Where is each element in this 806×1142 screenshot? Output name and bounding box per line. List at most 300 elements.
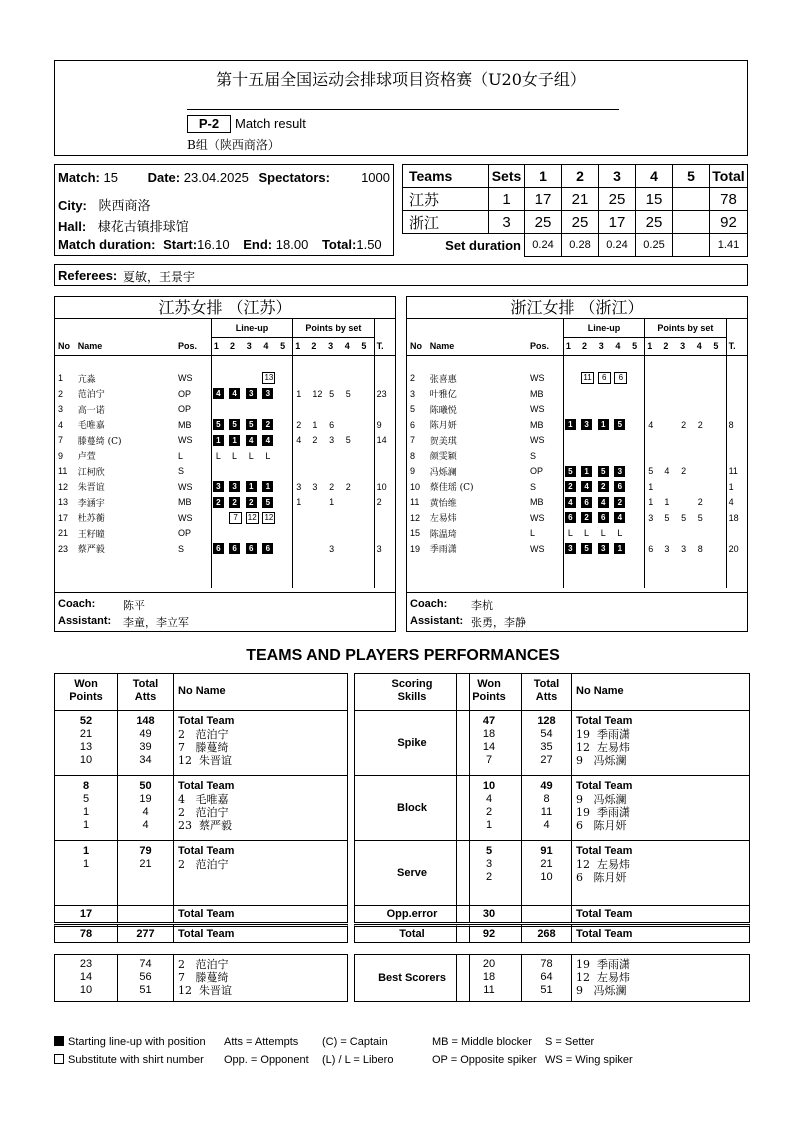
- set-points: 3: [648, 512, 654, 523]
- perf-value: 10: [540, 871, 553, 883]
- player-pos: L: [178, 448, 211, 464]
- lineup-cell: [261, 448, 278, 464]
- player-pos: S: [178, 541, 211, 557]
- perf-value: 52: [79, 715, 93, 727]
- perf-value: Total Team: [576, 780, 633, 792]
- opp-right-name: Total Team: [571, 905, 750, 923]
- player-total: 14: [376, 435, 387, 446]
- perf-value: 11: [540, 806, 553, 818]
- lineup-cell: [580, 526, 597, 542]
- set-points: [343, 402, 360, 418]
- player-pos: WS: [178, 433, 211, 449]
- lineup-cell: [613, 386, 630, 402]
- player-row: [55, 433, 395, 449]
- lineup-cell: [261, 386, 278, 402]
- lineup-cell: [245, 479, 262, 495]
- lineup-cell: [630, 371, 645, 387]
- perf-value: 2: [485, 806, 493, 818]
- set-points: 3: [329, 543, 335, 554]
- right-assistant-names: 张勇，李静: [471, 616, 526, 629]
- set-points: [661, 417, 678, 433]
- total-header: Total: [710, 165, 748, 188]
- libero-marker: L: [600, 528, 606, 539]
- left-lu3-header: 3: [246, 341, 252, 351]
- perf-value: [55, 884, 117, 897]
- set-points: [711, 448, 726, 464]
- lineup-cell: [211, 526, 228, 542]
- right-won-cell: [456, 840, 522, 906]
- start-position-marker: 2: [598, 481, 609, 492]
- right-points-header: Points by set: [645, 319, 726, 337]
- spectators-value: 1000: [361, 170, 390, 185]
- set-points: [359, 402, 374, 418]
- libero-marker: L: [248, 450, 254, 461]
- set-points: [359, 479, 374, 495]
- set-points: [293, 371, 310, 387]
- lineup-cell: [613, 541, 630, 557]
- left-assistant-names: 李童，李立军: [123, 616, 189, 629]
- left-team-title: 江苏女排 （江苏）: [55, 297, 395, 319]
- dur-s4: 0.25: [636, 234, 673, 257]
- libero-marker: L: [265, 450, 271, 461]
- perf-value: 39: [139, 741, 152, 753]
- left-coach-label: Coach:: [58, 598, 96, 610]
- set-points: [359, 526, 374, 542]
- player-row: [55, 479, 395, 495]
- set-points: [343, 464, 360, 480]
- start-position-marker: 4: [598, 497, 609, 508]
- left-p1-header: 1: [295, 341, 301, 351]
- match-label: Match:: [58, 170, 100, 185]
- set-points: [326, 402, 343, 418]
- start-label: Start:: [163, 237, 198, 252]
- lineup-cell: [228, 448, 245, 464]
- right-lu5-header: 5: [630, 337, 645, 355]
- start-position-marker: 3: [581, 419, 592, 430]
- set-points: [695, 479, 712, 495]
- player-name: 陈月妍: [429, 421, 457, 432]
- lineup-cell: [211, 495, 228, 511]
- lineup-cell: [211, 464, 228, 480]
- right-coach-label: Coach:: [410, 598, 448, 610]
- player-no: 21: [58, 528, 69, 539]
- legend-l8: OP = Opposite spiker: [432, 1054, 537, 1066]
- perf-value: [572, 884, 749, 897]
- lineup-cell: [211, 402, 228, 418]
- set-points: [678, 386, 695, 402]
- opp-right-atts: [521, 905, 572, 923]
- set-points: [695, 433, 712, 449]
- lineup-cell: [245, 464, 262, 480]
- player-total: [374, 510, 395, 526]
- set-points: [309, 526, 326, 542]
- lineup-cell: [597, 479, 614, 495]
- lineup-cell: [563, 417, 580, 433]
- lineup-cell: [278, 541, 293, 557]
- player-row: [407, 402, 747, 418]
- lineup-cell: [245, 371, 262, 387]
- set-points: [711, 386, 726, 402]
- player-total: 10: [376, 481, 387, 492]
- right-column-headers: [407, 337, 747, 355]
- perf-value: Total Team: [178, 845, 235, 857]
- start-value: 16.10: [197, 237, 230, 252]
- set-points: [359, 371, 374, 387]
- player-row: [55, 541, 395, 557]
- left-names-cell: [173, 710, 348, 776]
- set-points: 5: [345, 388, 351, 399]
- team2-sets: 3: [489, 211, 525, 234]
- dur-s1: 0.24: [525, 234, 562, 257]
- player-name: 季雨潇: [429, 545, 457, 556]
- right-lu1-header: 1: [565, 341, 571, 351]
- perf-value: 4: [485, 793, 493, 805]
- player-no: 11: [58, 466, 68, 477]
- start-position-marker: 3: [614, 466, 625, 477]
- set-points: [711, 402, 726, 418]
- set-points: [711, 541, 726, 557]
- set-points: [678, 495, 695, 511]
- left-atts-header: Total Atts: [117, 673, 174, 711]
- set-points: 4: [296, 435, 302, 446]
- lineup-cell: [278, 510, 293, 526]
- lineup-cell: [613, 417, 630, 433]
- player-name: 朱晋谊: [77, 483, 105, 494]
- best-value: 11: [483, 984, 495, 996]
- player-name: 滕蔓绮 (C): [77, 436, 122, 447]
- libero-marker: L: [232, 450, 238, 461]
- right-p4-header: 4: [696, 341, 702, 351]
- lineup-cell: [228, 510, 245, 526]
- right-t-header: T.: [728, 340, 736, 351]
- perf-value: 27: [540, 754, 553, 766]
- set-points: 3: [681, 543, 687, 554]
- left-p4-header: 4: [344, 341, 350, 351]
- player-name: 贺美琪: [429, 436, 457, 447]
- left-t-header: T.: [376, 340, 384, 351]
- best-left-won: [54, 954, 118, 1002]
- lineup-cell: [630, 448, 645, 464]
- perf-value: 13: [79, 741, 93, 753]
- player-no: 6: [410, 419, 416, 430]
- right-lu4-header: 4: [615, 341, 621, 351]
- player-no: 12: [410, 512, 421, 523]
- player-no: 1: [58, 373, 64, 384]
- player-name: 冯烁澜: [429, 467, 457, 478]
- doc-name: Match result: [235, 116, 306, 131]
- perf-value: 2: [485, 871, 493, 883]
- player-total: 18: [728, 512, 739, 523]
- perf-value: [174, 884, 347, 897]
- set-points: [678, 479, 695, 495]
- group-label: B组（陕西商洛）: [187, 138, 280, 152]
- start-position-marker: 4: [581, 481, 592, 492]
- player-row: [407, 448, 747, 464]
- start-position-marker: 5: [246, 419, 257, 430]
- start-position-marker: 3: [262, 388, 273, 399]
- end-value: 18.00: [275, 237, 309, 252]
- legend-l10: WS = Wing spiker: [545, 1054, 633, 1066]
- perf-value: 5: [82, 793, 90, 805]
- perf-value: 8: [543, 793, 550, 805]
- perf-value: 5: [485, 845, 493, 857]
- right-coach-area: [407, 592, 747, 632]
- lineup-cell: [630, 433, 645, 449]
- perf-value: Total Team: [576, 715, 633, 727]
- set-points: [695, 464, 712, 480]
- player-pos: S: [178, 464, 211, 480]
- player-pos: L: [530, 526, 563, 542]
- lineup-cell: [278, 495, 293, 511]
- libero-marker: L: [215, 450, 221, 461]
- perf-value: 1: [82, 819, 90, 831]
- opp-right-won: 30: [456, 905, 522, 923]
- start-position-marker: 4: [565, 497, 576, 508]
- start-position-marker: 2: [213, 497, 224, 508]
- right-atts-cell: [521, 840, 572, 906]
- lineup-cell: [563, 495, 580, 511]
- title-underline: [187, 109, 619, 110]
- best-value: 10: [79, 984, 93, 996]
- start-position-marker: 1: [262, 481, 273, 492]
- set-points: [645, 448, 662, 464]
- player-no: 12: [58, 481, 69, 492]
- set-points: [326, 448, 343, 464]
- set-points: [661, 386, 678, 402]
- right-assistant-label: Assistant:: [410, 615, 464, 627]
- substitute-marker: 6: [598, 372, 611, 384]
- set5-header: 5: [673, 165, 710, 188]
- start-position-marker: 5: [262, 497, 273, 508]
- start-position-marker: 5: [614, 419, 625, 430]
- set-points: [695, 371, 712, 387]
- lineup-cell: [613, 371, 630, 387]
- set-points: [678, 448, 695, 464]
- set-points: [293, 448, 310, 464]
- legend-l4: Opp. = Opponent: [224, 1054, 309, 1066]
- perf-value: 35: [540, 741, 553, 753]
- set-points: 12: [312, 388, 323, 399]
- total-value: 1.50: [356, 237, 382, 252]
- lineup-cell: [580, 464, 597, 480]
- start-position-marker: 6: [213, 543, 224, 554]
- start-position-marker: 2: [246, 497, 257, 508]
- perf-value: 7 滕蔓绮: [178, 741, 229, 754]
- perf-value: 4: [543, 819, 550, 831]
- set-points: 3: [329, 435, 335, 446]
- player-name: 黄怡维: [429, 498, 457, 509]
- set-points: 1: [312, 419, 318, 430]
- date-label: Date:: [147, 170, 181, 185]
- legend-l3: Atts = Attempts: [224, 1036, 299, 1048]
- player-total: 8: [728, 419, 734, 430]
- start-position-marker: 4: [614, 512, 625, 523]
- right-atts-cell: [521, 710, 572, 776]
- city-line: [58, 195, 151, 214]
- set1-header: 1: [525, 165, 562, 188]
- set-points: [645, 433, 662, 449]
- legend-l7: MB = Middle blocker: [432, 1036, 532, 1048]
- player-pos: OP: [178, 526, 211, 542]
- player-row: [55, 510, 395, 526]
- skill-label: Spike: [397, 737, 427, 749]
- set-points: [695, 402, 712, 418]
- lineup-cell: [580, 448, 597, 464]
- best-value: 14: [79, 971, 93, 983]
- left-p2-header: 2: [311, 341, 317, 351]
- set-points: 5: [697, 512, 703, 523]
- left-names-cell: [173, 840, 348, 906]
- lineup-cell: [613, 526, 630, 542]
- substitute-marker: 12: [246, 512, 259, 524]
- set-points: 4: [664, 466, 670, 477]
- perf-value: 12 左易炜: [576, 741, 630, 754]
- right-p1-header: 1: [647, 341, 653, 351]
- set-points: [645, 402, 662, 418]
- best-value: 64: [540, 971, 553, 983]
- perf-value: 1: [485, 819, 493, 831]
- set-points: [711, 495, 726, 511]
- legend-area: [54, 1036, 754, 1072]
- player-name: 江柯欣: [77, 467, 105, 478]
- team1-s2: 21: [562, 188, 599, 211]
- perf-value: 3: [485, 858, 493, 870]
- player-name: 高一诺: [77, 405, 105, 416]
- right-won-header: Won Points: [456, 673, 522, 711]
- set-points: [359, 541, 374, 557]
- perf-value: 8: [82, 780, 90, 792]
- start-position-marker: 4: [213, 388, 224, 399]
- best-right-names: [571, 954, 750, 1002]
- player-row: [55, 371, 395, 387]
- player-row: [55, 526, 395, 542]
- lineup-cell: [228, 495, 245, 511]
- match-info-box: [54, 164, 394, 256]
- perf-value: [55, 871, 117, 884]
- score-table: [402, 164, 748, 257]
- player-no: 7: [410, 435, 416, 446]
- lineup-cell: [211, 510, 228, 526]
- start-position-marker: 4: [262, 435, 273, 446]
- match-no: 15: [103, 170, 118, 185]
- set-points: [293, 526, 310, 542]
- set-points: [711, 371, 726, 387]
- set-points: 5: [329, 388, 335, 399]
- skill-label: Serve: [397, 867, 427, 879]
- set-points: 1: [296, 388, 302, 399]
- lineup-cell: [261, 479, 278, 495]
- player-pos: WS: [530, 371, 563, 387]
- lineup-cell: [563, 402, 580, 418]
- lineup-cell: [211, 433, 228, 449]
- lineup-cell: [613, 495, 630, 511]
- lineup-cell: [580, 371, 597, 387]
- perf-value: Total Team: [576, 845, 633, 857]
- team2-s3: 17: [599, 211, 636, 234]
- set-points: 6: [648, 543, 654, 554]
- team2-s5: [673, 211, 710, 234]
- player-no: 13: [58, 497, 69, 508]
- city-label: City:: [58, 198, 87, 213]
- libero-marker: L: [617, 528, 623, 539]
- player-total: 1: [728, 481, 734, 492]
- lineup-cell: [278, 371, 293, 387]
- left-lu4-header: 4: [263, 341, 269, 351]
- player-pos: MB: [530, 495, 563, 511]
- lineup-cell: [228, 386, 245, 402]
- perf-value: [118, 871, 173, 884]
- left-coach-area: [55, 592, 395, 632]
- lineup-cell: [563, 510, 580, 526]
- lineup-cell: [630, 464, 645, 480]
- filled-square-icon: [54, 1036, 64, 1046]
- lineup-cell: [613, 510, 630, 526]
- skill-cell: [354, 710, 470, 776]
- set-points: [661, 526, 678, 542]
- lineup-cell: [245, 510, 262, 526]
- lineup-cell: [261, 526, 278, 542]
- substitute-marker: 12: [262, 512, 275, 524]
- set-points: [293, 402, 310, 418]
- set-points: 8: [697, 543, 703, 554]
- start-position-marker: 5: [229, 419, 240, 430]
- skill-label: Block: [397, 802, 427, 814]
- perf-value: 21: [139, 858, 152, 870]
- perf-value: 1: [82, 858, 90, 870]
- left-atts-cell: [117, 710, 174, 776]
- lineup-cell: [261, 417, 278, 433]
- player-pos: WS: [178, 510, 211, 526]
- set-points: [309, 464, 326, 480]
- set-points: [343, 448, 360, 464]
- performances-area: [54, 673, 752, 1003]
- player-pos: MB: [178, 417, 211, 433]
- hall-label: Hall:: [58, 219, 87, 234]
- player-name: 颜雯颖: [429, 452, 457, 463]
- right-pos-header: Pos.: [530, 337, 563, 355]
- set-points: 5: [681, 512, 687, 523]
- player-pos: OP: [530, 464, 563, 480]
- set-points: [678, 433, 695, 449]
- team1-s5: [673, 188, 710, 211]
- player-pos: WS: [530, 541, 563, 557]
- right-names-cell: [571, 775, 750, 841]
- player-row: [407, 371, 747, 387]
- spectators-label: Spectators:: [258, 170, 330, 185]
- lineup-cell: [228, 402, 245, 418]
- dur-total: 1.41: [710, 234, 748, 257]
- player-row: [55, 417, 395, 433]
- lineup-cell: [580, 386, 597, 402]
- lineup-cell: [630, 526, 645, 542]
- set-points: [661, 433, 678, 449]
- perf-value: 49: [540, 780, 553, 792]
- perf-value: 2 范泊宁: [178, 806, 229, 819]
- player-pos: MB: [530, 417, 563, 433]
- set-points: 2: [697, 419, 703, 430]
- player-no: 17: [58, 512, 69, 523]
- set-points: [326, 526, 343, 542]
- perf-value: 49: [139, 728, 152, 740]
- set-points: [326, 371, 343, 387]
- set-points: [326, 510, 343, 526]
- best-value: 12 朱晋谊: [178, 984, 232, 997]
- perf-value: [118, 884, 173, 897]
- set-points: [293, 464, 310, 480]
- set-points: 2: [312, 435, 318, 446]
- lineup-cell: [597, 464, 614, 480]
- player-name: 张喜惠: [429, 374, 457, 385]
